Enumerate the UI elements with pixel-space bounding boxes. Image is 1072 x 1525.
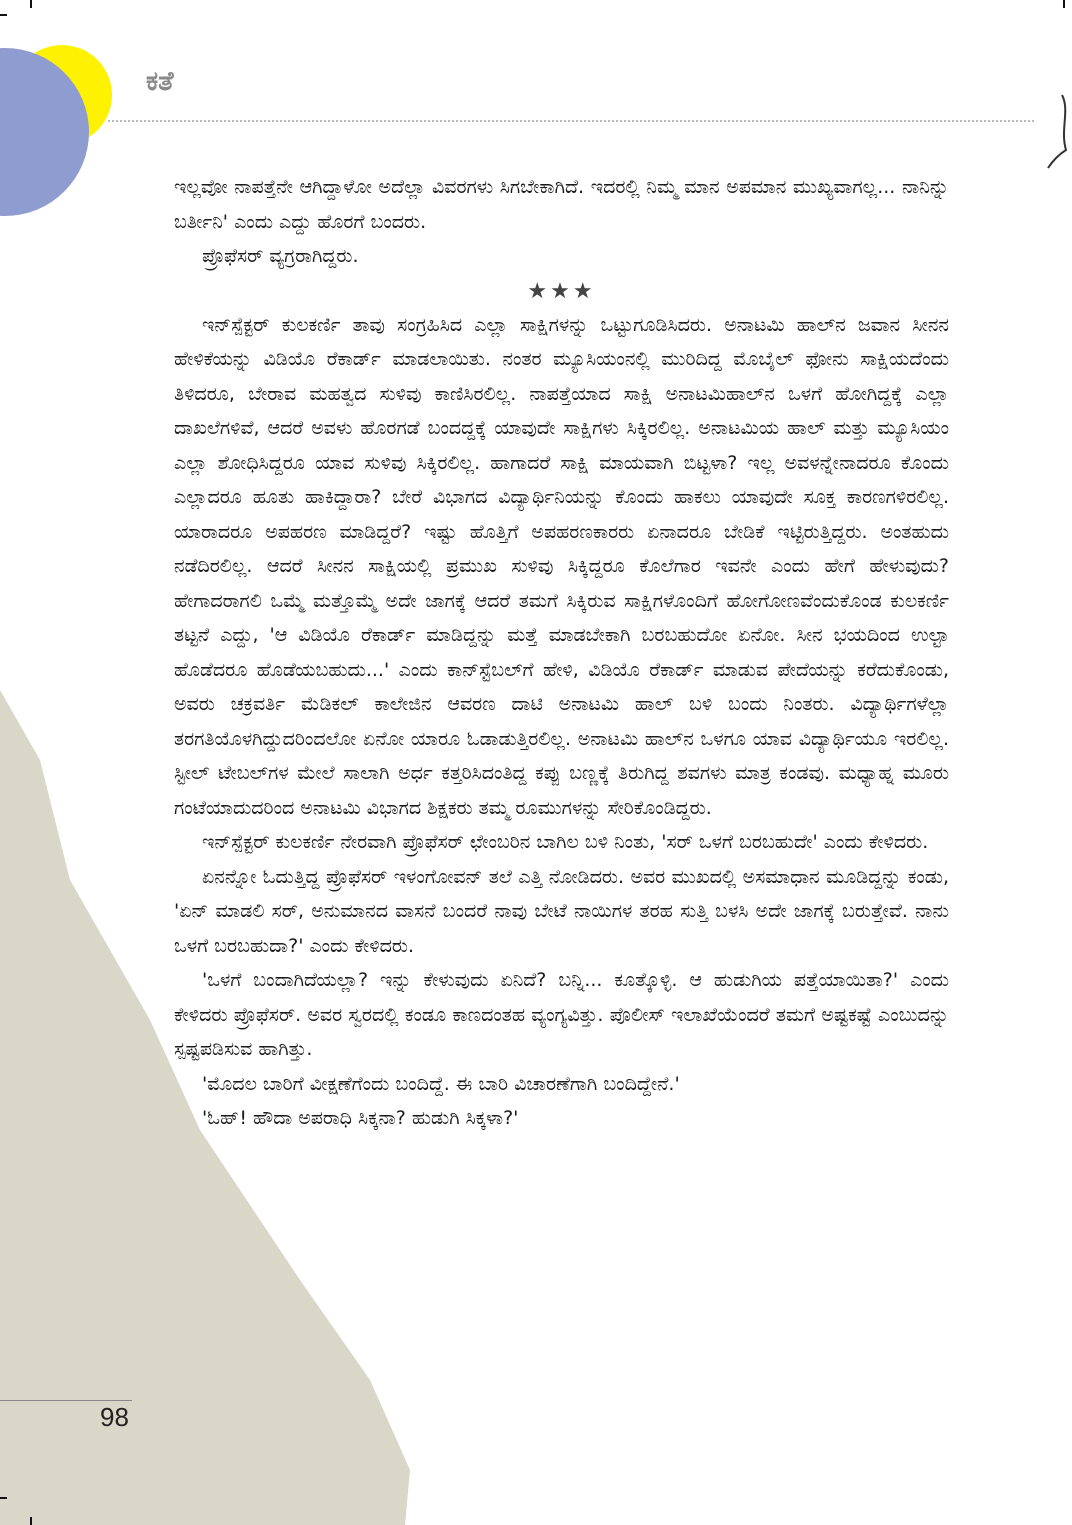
paragraph: 'ಮೊದಲ ಬಾರಿಗೆ ವೀಕ್ಷಣೆಗೆಂದು ಬಂದಿದ್ದೆ. ಈ ಬಾರಿ ವಿಚಾರಣೆಗಾಗಿ ಬಂದಿದ್ದೇನೆ.' bbox=[202, 1072, 680, 1095]
edge-scribble bbox=[1048, 95, 1066, 168]
crop-mark bbox=[30, 0, 32, 8]
footer-rule bbox=[0, 1400, 132, 1401]
header-divider bbox=[108, 120, 1034, 122]
paragraph: ಇನ್‌ಸ್ಪೆಕ್ಟರ್ ಕುಲಕರ್ಣಿ ನೇರವಾಗಿ ಪ್ರೊಫೆಸರ್ ಛೇಂಬರಿನ ಬಾಗಿಲ ಬಳಿ ನಿಂತು, 'ಸರ್ ಒಳಗೆ ಬರಬಹುದೇ' ಎಂದು ಕೇಳಿದರು. bbox=[202, 831, 929, 853]
paragraph: ಏನನ್ನೋ ಓದುತ್ತಿದ್ದ ಪ್ರೊಫೆಸರ್ ಇಳಂಗೋವನ್ ತಲೆ ಎತ್ತಿ ನೋಡಿದರು. ಅವರ ಮುಖದಲ್ಲಿ ಅಸಮಾಧಾನ ಮೂಡಿದ್ದನ್ನು ಕಂಡು, 'ಏನ್ ಮಾಡಲಿ ಸರ್, ಅನುಮಾನದ ವಾಸನೆ ಬಂದರೆ ನಾವು ಬೇಟೆ ನಾಯಿಗಳ ತರಹ ಸುತ್ತಿ ಬಳಸಿ ಅದೇ ಜಾಗಕ್ಕೆ ಬರುತ್ತೇವೆ. ನಾನು ಒಳಗೆ ಬರಬಹುದಾ?' ಎಂದು ಕೇಳಿದರು. bbox=[174, 865, 949, 957]
paragraph: 'ಒಳಗೆ ಬಂದಾಗಿದೆಯಲ್ಲಾ? ಇನ್ನು ಕೇಳುವುದು ಏನಿದೆ? ಬನ್ನಿ... ಕೂತ್ಕೊಳ್ಳಿ. ಆ ಹುಡುಗಿಯ ಪತ್ತೆಯಾಯಿತಾ?' ಎಂದು ಕೇಳಿದರು ಪ್ರೊಫೆಸರ್. ಅವರ ಸ್ವರದಲ್ಲಿ ಕಂಡೂ ಕಾಣದಂತಹ ವ್ಯಂಗ್ಯವಿತ್ತು. ಪೊಲೀಸ್ ಇಲಾಖೆಯೆಂದರೆ ತಮಗೆ ಅಷ್ಟಕಷ್ಟೆ ಎಂಬುದನ್ನು ಸ್ಪಷ್ಟಪಡಿಸುವ ಹಾಗಿತ್ತು. bbox=[174, 969, 949, 1060]
story-body bbox=[174, 170, 949, 1136]
page-number: 98 bbox=[100, 1402, 129, 1432]
paragraph: ಇನ್‌ಸ್ಪೆಕ್ಟರ್ ಕುಲಕರ್ಣಿ ತಾವು ಸಂಗ್ರಹಿಸಿದ ಎಲ್ಲಾ ಸಾಕ್ಷಿಗಳನ್ನು ಒಟ್ಟುಗೂಡಿಸಿದರು. ಅನಾಟಮಿ ಹಾಲ್‌ನ ಜವಾನ ಸೀನನ ಹೇಳಿಕೆಯನ್ನು ವಿಡಿಯೊ ರೆಕಾರ್ಡ್ ಮಾಡಲಾಯಿತು. ನಂತರ ಮ್ಯೂಸಿಯಂನಲ್ಲಿ ಮುರಿದಿದ್ದ ಮೊಬೈಲ್ ಫೋನು ಸಾಕ್ಷಿಯದೆಂದು ತಿಳಿದರೂ, ಬೇರಾವ ಮಹತ್ವದ ಸುಳಿವು ಕಾಣಿಸಿರಲಿಲ್ಲ. ನಾಪತ್ತೆಯಾದ ಸಾಕ್ಷಿ ಅನಾಟಮಿಹಾಲ್‌ನ ಒಳಗೆ ಹೋಗಿದ್ದಕ್ಕೆ ಎಲ್ಲಾ ದಾಖಲೆಗಳಿವೆ, ಆದರೆ ಅವಳು ಹೊರಗಡೆ ಬಂದದ್ದಕ್ಕೆ ಯಾವುದೇ ಸಾಕ್ಷಿಗಳು ಸಿಕ್ಕಿರಲಿಲ್ಲ. ಅನಾಟಮಿಯ ಹಾಲ್ ಮತ್ತು ಮ್ಯೂಸಿಯಂ ಎಲ್ಲಾ ಶೋಧಿಸಿದ್ದರೂ ಯಾವ ಸುಳಿವು ಸಿಕ್ಕಿರಲಿಲ್ಲ. ಹಾಗಾದರೆ ಸಾಕ್ಷಿ ಮಾಯವಾಗಿ ಬಿಟ್ಟಳಾ? ಇಲ್ಲ ಅವಳನ್ನೇನಾದರೂ ಕೊಂದು ಎಲ್ಲಾದರೂ ಹೂತು ಹಾಕಿದ್ದಾರಾ? ಬೇರೆ ವಿಭಾಗದ ವಿದ್ಯಾರ್ಥಿನಿಯನ್ನು ಕೊಂದು ಹಾಕಲು ಯಾವುದೇ ಸೂಕ್ತ ಕಾರಣಗಳಿರಲಿಲ್ಲ. ಯಾರಾದರೂ ಅಪಹರಣ ಮಾಡಿದ್ದರೆ? ಇಷ್ಟು ಹೊತ್ತಿಗೆ ಅಪಹರಣಕಾರರು ಏನಾದರೂ ಬೇಡಿಕೆ ಇಟ್ಟಿರುತ್ತಿದ್ದರು. ಅಂತಹುದು ನಡೆದಿರಲಿಲ್ಲ. ಆದರೆ ಸೀನನ ಸಾಕ್ಷಿಯಲ್ಲಿ ಪ್ರಮುಖ ಸುಳಿವು ಸಿಕ್ಕಿದ್ದರೂ ಕೊಲೆಗಾರ ಇವನೇ ಎಂದು ಹೇಗೆ ಹೇಳುವುದು? ಹೇಗಾದರಾಗಲಿ ಒಮ್ಮೆ ಮತ್ತೊಮ್ಮೆ ಅದೇ ಜಾಗಕ್ಕೆ ಆದರೆ ತಮಗೆ ಸಿಕ್ಕಿರುವ ಸಾಕ್ಷಿಗಳೊಂದಿಗೆ ಹೋಗೋಣವೆಂದುಕೊಂಡ ಕುಲಕರ್ಣಿ ತಟ್ಟನೆ ಎದ್ದು, 'ಆ ವಿಡಿಯೊ ರೆಕಾರ್ಡ್ ಮಾಡಿದ್ದನ್ನು ಮತ್ತೆ ಮಾಡಬೇಕಾಗಿ ಬರಬಹುದೋ ಏನೋ. ಸೀನ ಭಯದಿಂದ ಉಲ್ಟಾ ಹೊಡೆದರೂ ಹೊಡೆಯಬಹುದು...' ಎಂದು ಕಾನ್‌ಸ್ಟೆಬಲ್‌ಗೆ ಹೇಳಿ, ವಿಡಿಯೊ ರೆಕಾರ್ಡ್ ಮಾಡುವ ಪೇದೆಯನ್ನು ಕರೆದುಕೊಂಡು, ಅವರು ಚಕ್ರವರ್ತಿ ಮೆಡಿಕಲ್ ಕಾಲೇಜಿನ ಆವರಣ ದಾಟಿ ಅನಾಟಮಿ ಹಾಲ್ ಬಳಿ ಬಂದು ನಿಂತರು. ವಿದ್ಯಾರ್ಥಿಗಳೆಲ್ಲಾ ತರಗತಿಯೊಳಗಿದ್ದುದರಿಂದಲೋ ಏನೋ ಯಾರೂ ಓಡಾಡುತ್ತಿರಲಿಲ್ಲ. ಅನಾಟಮಿ ಹಾಲ್‌ನ ಒಳಗೂ ಯಾವ ವಿದ್ಯಾರ್ಥಿಯೂ ಇರಲಿಲ್ಲ. ಸ್ಟೀಲ್ ಟೇಬಲ್‌ಗಳ ಮೇಲೆ ಸಾಲಾಗಿ ಅರ್ಧ ಕತ್ತರಿಸಿದಂತಿದ್ದ ಕಪ್ಪು ಬಣ್ಣಕ್ಕೆ ತಿರುಗಿದ್ದ ಶವಗಳು ಮಾತ್ರ ಕಂಡವು. ಮಧ್ಯಾಹ್ನ ಮೂರು ಗಂಟೆಯಾದುದರಿಂದ ಅನಾಟಮಿ ವಿಭಾಗದ ಶಿಕ್ಷಕರು ತಮ್ಮ ರೂಮುಗಳನ್ನು ಸೇರಿಕೊಂಡಿದ್ದರು. bbox=[174, 313, 949, 819]
paragraph: ಇಲ್ಲವೋ ನಾಪತ್ತೆನೇ ಆಗಿದ್ದಾಳೋ ಅದೆಲ್ಲಾ ವಿವರಗಳು ಸಿಗಬೇಕಾಗಿದೆ. ಇದರಲ್ಲಿ ನಿಮ್ಮ ಮಾನ ಅಪಮಾನ ಮುಖ್ಯವಾಗಲ್ಲ... ನಾನಿನ್ನು ಬರ್ತೀನಿ' ಎಂದು ಎದ್ದು ಹೊರಗೆ ಬಂದರು. bbox=[174, 176, 949, 233]
paragraph: ಪ್ರೊಫೆಸರ್ ವ್ಯಗ್ರರಾಗಿದ್ದರು. bbox=[202, 245, 359, 267]
page-header-title: ಕತೆ bbox=[146, 66, 174, 97]
section-break: ★★★ bbox=[527, 278, 596, 304]
crop-mark bbox=[1063, 0, 1065, 8]
crop-mark bbox=[0, 14, 7, 16]
crop-mark bbox=[0, 1497, 7, 1499]
crop-mark bbox=[30, 1517, 32, 1525]
paragraph: 'ಓಹ್! ಹೌದಾ ಅಪರಾಧಿ ಸಿಕ್ಕನಾ? ಹುಡುಗಿ ಸಿಕ್ಕಳಾ?' bbox=[202, 1107, 519, 1129]
